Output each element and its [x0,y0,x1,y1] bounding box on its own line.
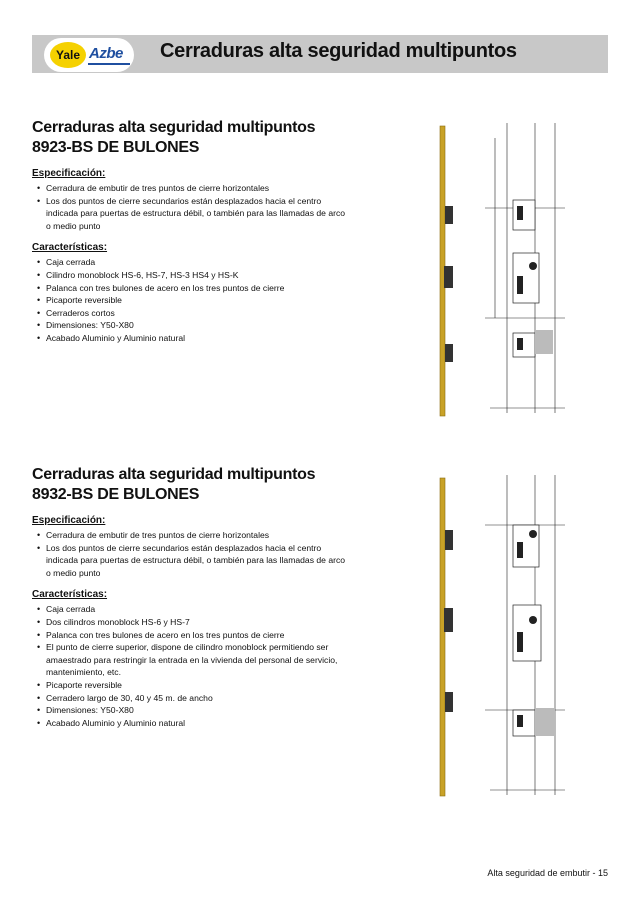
brand-logo [44,38,134,72]
feature-item: • El punto de cierre superior, dispone de cilindro monoblock permitiendo ser [46,641,392,654]
lock-point-center [444,266,453,288]
cylinder-hole [529,262,537,270]
lock-8932-drawing [425,470,610,800]
feature-item-continued: amaestrado para restringir la entrada en la vivienda del personal de servicio, [46,654,338,665]
spec-heading: Especificación: [32,515,106,526]
bolt-center [517,632,523,652]
feature-item: • Acabado Aluminio y Aluminio natural [46,717,392,730]
spec-item-continued: indicada para puertas de estructura débil, o también para las llamadas de arco [46,555,346,566]
feature-item: • Dimensiones: Y50-X80 [46,319,392,332]
spec-item-continued: indicada para puertas de estructura débil, o también para las llamadas de arco [46,208,346,219]
feature-item: • Picaporte reversible [46,294,392,307]
lock-box-top [513,200,535,230]
bolt-top [517,206,523,220]
feature-item: • Caja cerrada [46,256,392,269]
cylinder-hole-top [529,530,537,538]
feature-item: • Palanca con tres bulones de acero en los tres puntos de cierre [46,629,392,642]
features-list [32,603,392,729]
lock-box-bottom [513,710,535,736]
lock-box-bottom [513,333,535,357]
feature-item: • Caja cerrada [46,603,392,616]
feature-item: • Picaporte reversible [46,679,392,692]
lock-point-top [445,530,453,550]
spec-item: • Los dos puntos de cierre secundarios están desplazados hacia el centro [46,542,392,555]
gold-faceplate-rod [440,478,445,796]
feature-item: • Acabado Aluminio y Aluminio natural [46,332,392,345]
bolt-bottom [517,338,523,350]
bolt-center [517,276,523,294]
features-list [32,256,392,344]
feature-item: • Cerraderos cortos [46,307,392,320]
spec-item-continued: o medio punto [46,567,101,578]
product-title: Cerraduras alta seguridad multipuntos [32,466,316,483]
feature-item: • Dimensiones: Y50-X80 [46,704,392,717]
lock-box-center [513,253,539,303]
lock-8923-drawing [425,118,610,418]
spec-item: • Cerradura de embutir de tres puntos de cierre horizontales [46,182,392,195]
strike-plate [535,708,555,736]
feature-item: • Cilindro monoblock HS-6, HS-7, HS-3 HS4 y HS-K [46,269,392,282]
product-model: 8932-BS DE BULONES [32,486,200,503]
product-model: 8923-BS DE BULONES [32,139,200,156]
feature-item: • Dos cilindros monoblock HS-6 y HS-7 [46,616,392,629]
azbe-logo: Azbe [89,45,123,62]
feature-item-continued: mantenimiento, etc. [46,667,121,678]
yale-logo: Yale [50,42,86,68]
page-title: Cerraduras alta seguridad multipuntos [160,40,517,62]
bolt-bottom [517,715,523,727]
bolt-top [517,542,523,558]
lock-point-bottom [445,692,453,712]
strike-plate [535,330,553,354]
lock-point-bottom [445,344,453,362]
spec-list [32,529,392,579]
feature-item: • Palanca con tres bulones de acero en los tres puntos de cierre [46,282,392,295]
spec-item-continued: o medio punto [46,220,101,231]
product-8923-section [32,118,392,345]
spec-list [32,182,392,232]
features-heading: Características: [32,589,108,601]
spec-heading: Especificación: [32,168,106,179]
lock-point-top [445,206,453,224]
feature-item: • Cerradero largo de 30, 40 y 45 m. de ancho [46,692,392,705]
spec-item: • Cerradura de embutir de tres puntos de cierre horizontales [46,529,392,542]
product-8932-section [32,465,392,729]
cylinder-hole-center [529,616,537,624]
page-footer: Alta seguridad de embutir - 15 [487,868,608,878]
lock-point-center [444,608,453,632]
azbe-logo-underline [88,63,130,65]
features-heading: Características: [32,242,108,254]
product-title: Cerraduras alta seguridad multipuntos [32,119,316,136]
spec-item: • Los dos puntos de cierre secundarios están desplazados hacia el centro [46,195,392,208]
